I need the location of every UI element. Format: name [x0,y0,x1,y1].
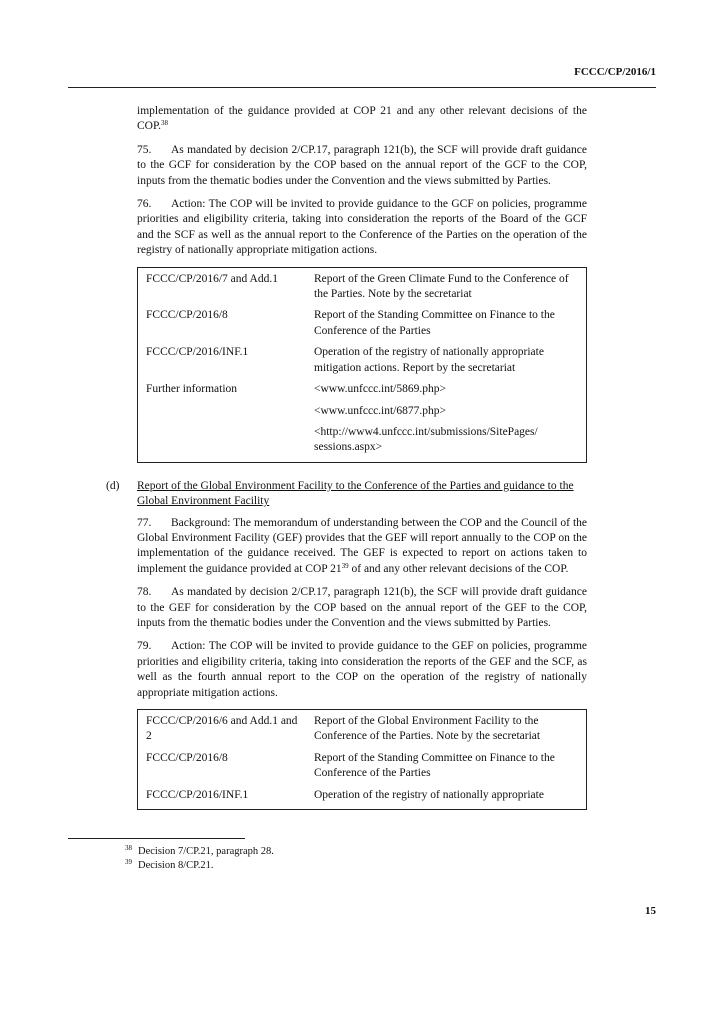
document-title-cell: Operation of the registry of nationally appropriate mitigation actions. Report by the secretariat [314,346,544,374]
paragraph-number: 77. [137,516,152,529]
link-cell[interactable]: <http://www4.unfccc.int/submissions/SitePages/ sessions.aspx> [314,425,538,454]
document-symbol-cell: FCCC/CP/2016/6 and Add.1 and 2 [146,715,298,743]
footnote-number: 39 [125,858,132,866]
footnotes [125,845,274,873]
footnote-38 [125,845,274,859]
table-row [138,267,587,308]
document-title-cell: Report of the Green Climate Fund to the Conference of the Parties. Note by the secretariat [314,272,569,301]
paragraph-77 [137,516,587,578]
link-cell[interactable]: <www.unfccc.int/5869.php> [314,383,446,396]
section-heading-d [106,479,587,510]
documents-table-gcf [137,267,587,463]
paragraph-text: Background: The memorandum of understanding between the COP and the Council of the Global Environment Facility (GEF) provides that the GEF will report annually to the COP on the implementation of the guidance received. The GEF is expected to report on actions taken to implement the guidance provided at COP 21 [137,516,587,575]
document-title-cell: Report of the Standing Committee on Finance to the Conference of the Parties [314,751,555,780]
paragraph-text: Action: The COP will be invited to provide guidance to the GCF on policies, programme priorities and eligibility criteria, taking into consideration the reports of the Board of the GCF and the SCF as well as the annual report to the Conference of the Parties on the operation of the registry of nationally appropriate mitigation actions. [137,198,587,257]
paragraph-number: 79. [137,640,152,653]
footnote-text: Decision 7/CP.21, paragraph 28. [138,846,274,857]
header-rule [68,87,656,88]
paragraph-79 [137,639,587,701]
footnote-ref-39[interactable]: 39 [341,561,349,570]
documents-table-gef [137,709,587,810]
document-symbol-cell: FCCC/CP/2016/INF.1 [146,788,249,801]
paragraph-continuation [137,104,587,135]
paragraph-text: As mandated by decision 2/CP.17, paragraph 121(b), the SCF will provide draft guidance to the GEF for consideration by the COP based on the annual report of the GEF to the COP, inputs from the thematic bodies under the Convention and the views submitted by Parties. [137,586,587,629]
section-letter: (d) [106,479,120,492]
paragraph-number: 78. [137,586,152,599]
section-title: Report of the Global Environment Facility to the Conference of the Parties and guidance to the Global Environment Facility [137,479,574,508]
paragraph-text: As mandated by decision 2/CP.17, paragraph 121(b), the SCF will provide draft guidance to the GCF for consideration by the COP based on the annual report of the GCF to the COP, inputs from the thematic bodies under the Convention and the views submitted by Parties. [137,143,587,187]
footnote-text: Decision 8/CP.21. [138,860,214,871]
table-row [138,788,587,810]
page-number: 15 [645,905,656,917]
table-row [138,404,587,425]
page-body [106,104,587,826]
table-row [138,710,587,751]
paragraph-text: implementation of the guidance provided at COP 21 and any other relevant decisions of the COP. [137,105,587,133]
paragraph-78 [137,585,587,631]
document-title-cell: Report of the Standing Committee on Finance to the Conference of the Parties [314,309,555,337]
table-row [138,751,587,788]
table-row [138,345,587,382]
document-symbol: FCCC/CP/2016/1 [574,66,656,78]
document-title-cell: Report of the Global Environment Facility to the Conference of the Parties. Note by the secretariat [314,715,541,743]
document-symbol-cell: Further information [146,383,238,396]
document-symbol-cell [138,425,307,462]
document-symbol-cell: FCCC/CP/2016/8 [146,751,228,764]
paragraph-76 [137,197,587,259]
paragraph-75 [137,143,587,189]
table-row [138,308,587,345]
link-cell[interactable]: <www.unfccc.int/6877.php> [314,404,446,417]
footnote-rule [68,838,245,839]
table-row [138,382,587,403]
footnote-ref-38[interactable]: 38 [160,119,168,128]
document-symbol-cell: FCCC/CP/2016/INF.1 [146,346,249,359]
document-title-cell: Operation of the registry of nationally appropriate [314,788,544,801]
paragraph-number: 76. [137,198,152,211]
document-symbol-cell [138,404,307,425]
table-row [138,425,587,462]
paragraph-text: of and any other relevant decisions of the COP. [348,562,569,575]
paragraph-number: 75. [137,143,152,156]
paragraph-text: Action: The COP will be invited to provide guidance to the GEF on policies, programme priorities and eligibility criteria, taking into consideration the reports of the GEF and the SCF, as well as the fourth annual report to the COP on the operation of the registry of nationally appropriate mitigation actions. [137,640,587,699]
document-symbol-cell: FCCC/CP/2016/7 and Add.1 [146,272,278,285]
document-symbol-cell: FCCC/CP/2016/8 [146,309,228,322]
footnote-39 [125,859,274,873]
footnote-number: 38 [125,844,132,852]
